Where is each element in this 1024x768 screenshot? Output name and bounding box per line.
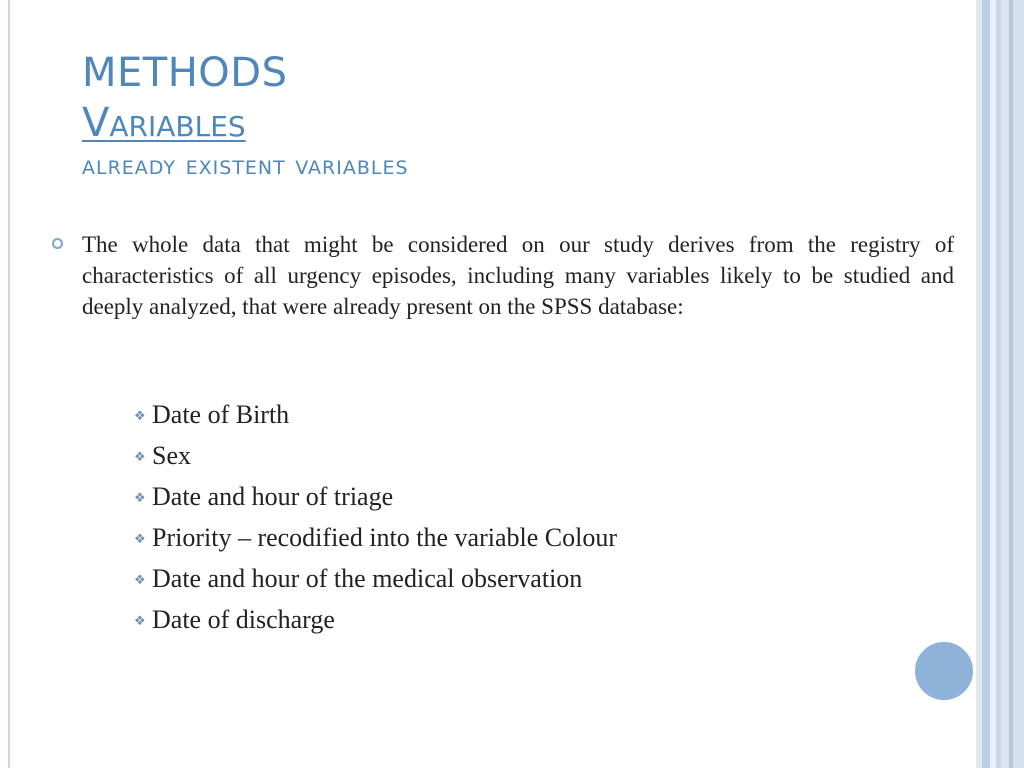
list-item: [134, 519, 617, 560]
decorative-stripes: [976, 0, 1024, 768]
decorative-circle: [913, 640, 975, 702]
four-diamond-bullet-icon: ❖: [134, 572, 146, 587]
four-diamond-bullet-icon: ❖: [134, 531, 146, 546]
slide-title: METHODS: [82, 50, 288, 96]
list-item: [134, 437, 617, 478]
body-paragraph: The whole data that might be considered on our study derives from the registry of characteristics of all urgency episodes, including many variables likely to be studied and deeply analyzed, that were already present on the SPSS database:: [82, 232, 954, 319]
list-item-text: Date and hour of the medical observation: [152, 564, 583, 593]
list-item: [134, 601, 617, 642]
list-item-text: Sex: [152, 441, 191, 470]
slide-section-heading: already existent variables: [82, 150, 409, 181]
variables-list: [134, 396, 617, 642]
four-diamond-bullet-icon: ❖: [134, 490, 146, 505]
list-item-text: Priority – recodified into the variable Colour: [152, 523, 617, 552]
list-item: [134, 478, 617, 519]
list-item: [134, 560, 617, 601]
four-diamond-bullet-icon: ❖: [134, 449, 146, 464]
list-item: [134, 396, 617, 437]
title-block: [82, 48, 962, 184]
slide-subtitle: Variables: [82, 100, 246, 146]
list-item-text: Date of discharge: [152, 605, 335, 634]
four-diamond-bullet-icon: ❖: [134, 408, 146, 423]
list-item-text: Date of Birth: [152, 400, 290, 429]
list-item-text: Date and hour of triage: [152, 482, 394, 511]
four-diamond-bullet-icon: ❖: [134, 613, 146, 628]
left-frame-line: [8, 0, 10, 768]
circle-bullet-icon: [52, 238, 63, 249]
